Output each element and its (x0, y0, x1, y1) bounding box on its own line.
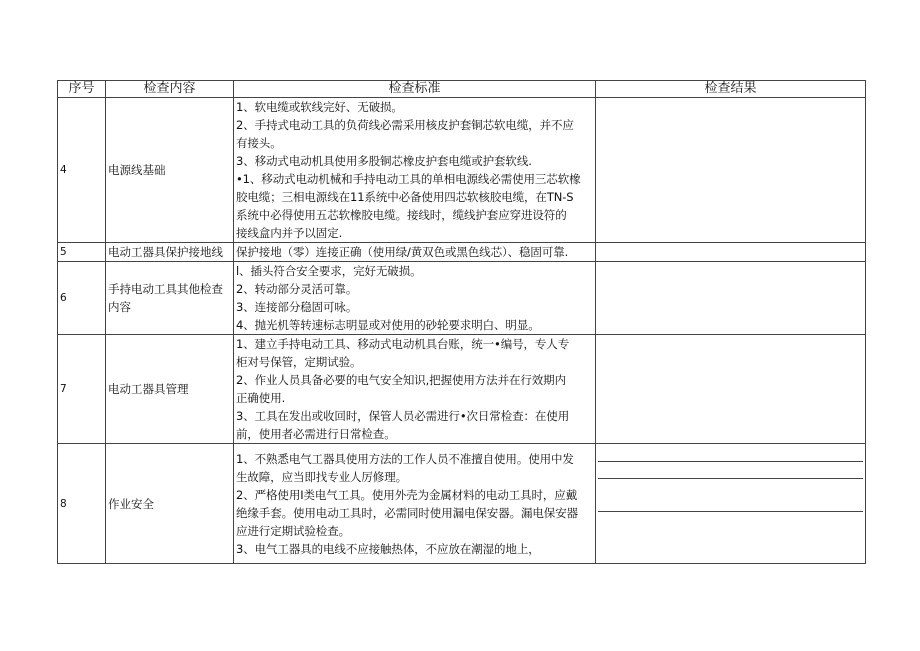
standard-line: 3、电气工器具的电线不应接触热体，不应放在潮湿的地上， (236, 541, 540, 556)
standard-line: l、插头符合安全要求，完好无破损。 (236, 264, 422, 278)
standard-line: 3、工具在发出或收回时，保管人员必需进行•次日常检查：在使用 (236, 409, 570, 423)
table-row (58, 243, 866, 262)
check-content (106, 98, 234, 243)
standard-line: 胶电缆；三相电源线在11系统中必备使用四芯软核胶电缆，在TN-S (236, 190, 574, 204)
standard-line: 1、软电缆或软线完好、无破损。 (236, 100, 403, 114)
standard-line: •1、移动式电动机械和手持电动工具的单相电源线必需使用三芯软橡 (236, 172, 581, 186)
check-content-line: 作业安全 (108, 496, 154, 511)
header-row (58, 81, 866, 98)
check-content-line: 内容 (108, 300, 131, 314)
check-result[interactable] (596, 262, 866, 335)
check-content-line: 手持电动工具其他检查 (108, 282, 223, 296)
row-number: 5 (58, 243, 106, 262)
check-content (106, 262, 234, 335)
standard-line: 1、建立手持电动工具、移动式电动机具台账，统一•编号，专人专 (236, 337, 570, 351)
check-content-line: 电动工器具保护接地线 (108, 245, 223, 259)
table-row (58, 444, 866, 564)
standard-line: 有接头。 (236, 136, 282, 150)
result-cell[interactable] (598, 444, 863, 462)
table-row (58, 262, 866, 335)
check-content-line: 电动工器具管理 (108, 382, 189, 396)
standard-line: 保护接地（零）连接正确（使用绿/黄双色或黑色线芯）、稳固可靠. (236, 245, 569, 259)
check-result[interactable] (596, 243, 866, 262)
check-content (106, 335, 234, 444)
check-content (106, 444, 234, 564)
row-number: 8 (58, 444, 106, 564)
check-result[interactable] (596, 335, 866, 444)
check-standard (234, 98, 596, 243)
header-standard: 检查标准 (234, 81, 596, 98)
standard-line: 2、作业人员具备必要的电气安全知识,把握使用方法并在行效期内 (236, 373, 566, 387)
table-row (58, 335, 866, 444)
table-row (58, 98, 866, 243)
standard-line: 3、连接部分稳固可咏。 (236, 300, 358, 314)
check-standard (234, 243, 596, 262)
standard-line: 3、移动式电动机具使用多股铜芯橡皮护套电缆或护套软线. (236, 154, 532, 168)
check-standard (234, 335, 596, 444)
result-cell[interactable] (598, 479, 863, 512)
standard-line: 1、不熟悉电气工器具使用方法的工作人员不准擅自使用。使用中发 (236, 451, 574, 466)
standard-line: 4、抛光机等转速标志明显或对使用的砂轮要求明白、明显。 (236, 318, 540, 332)
row-number: 4 (58, 98, 106, 243)
header-content: 检查内容 (106, 81, 234, 98)
check-content-line: 电源线基础 (108, 163, 166, 177)
standard-line: 2、手持式电动工具的负荷线必需采用核皮护套铜芯软电缆，并不应 (236, 118, 574, 132)
inspection-table (57, 80, 866, 564)
check-result[interactable] (596, 98, 866, 243)
standard-line: 系统中必得使用五芯软橡胶电缆。接线时，缆线护套应穿进设符的 (236, 208, 567, 222)
result-cell[interactable] (598, 462, 863, 479)
standard-line: 前，使用者必需进行日常检查。 (236, 427, 396, 441)
check-result[interactable] (596, 444, 866, 564)
standard-line: 绝缘手套。使用电动工具时，必需同时使用漏电保安器。漏电保安器 (236, 505, 578, 520)
row-number: 7 (58, 335, 106, 444)
header-seq: 序号 (58, 81, 106, 98)
standard-line: 接线盒内并予以固定. (236, 226, 343, 240)
standard-line: 2、转动部分灵活可靠。 (236, 282, 358, 296)
header-result: 检查结果 (596, 81, 866, 98)
check-standard (234, 444, 596, 564)
result-cell[interactable] (598, 512, 863, 563)
standard-line: 2、严格使用I类电气工具。使用外壳为金属材料的电动工具时，应戴 (236, 487, 578, 502)
row-number: 6 (58, 262, 106, 335)
standard-line: 柜对号保管，定期试验。 (236, 355, 362, 369)
check-content (106, 243, 234, 262)
standard-line: 正确使用. (236, 391, 286, 405)
check-standard (234, 262, 596, 335)
standard-line: 应进行定期试验检查。 (236, 523, 350, 538)
standard-line: 生故障，应当即找专业人厉修理。 (236, 469, 407, 484)
